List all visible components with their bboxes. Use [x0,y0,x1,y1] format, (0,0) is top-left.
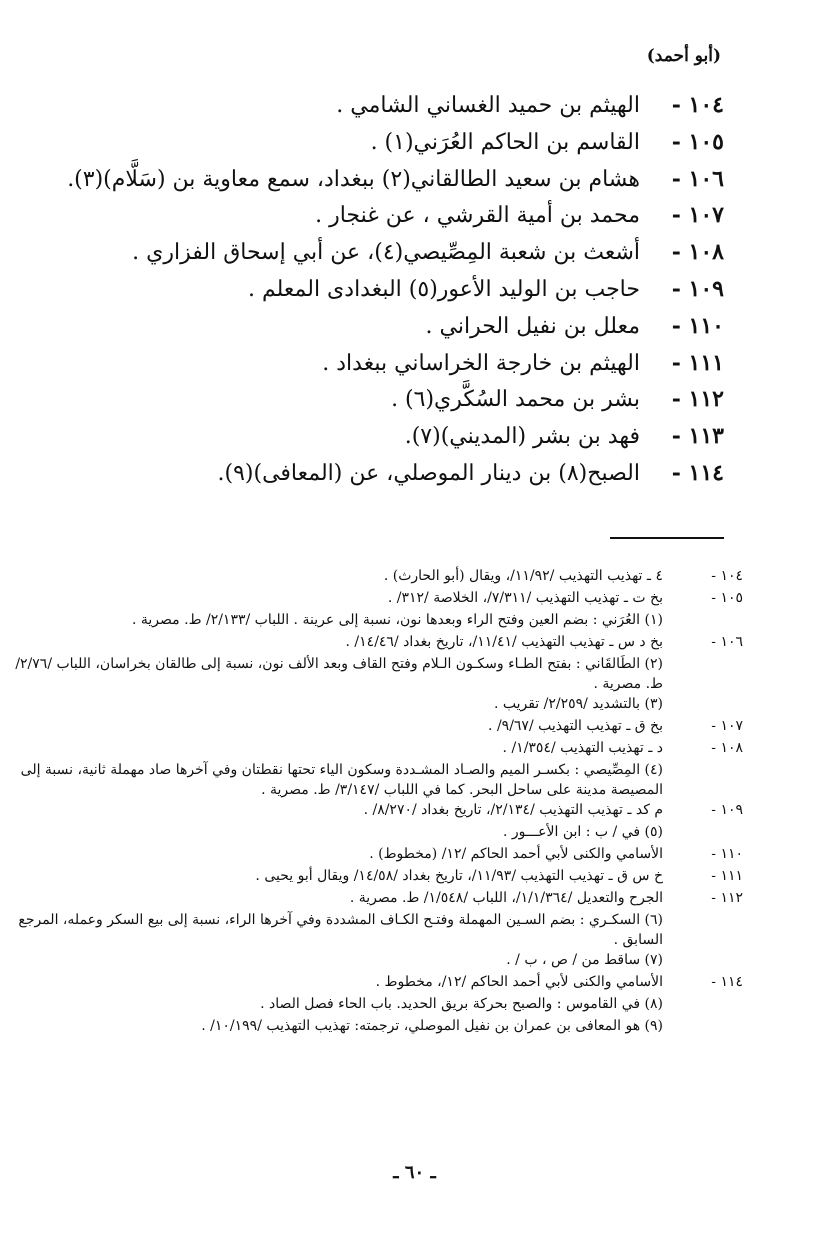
entry-row [84,313,724,350]
entry-number: ١٠٨ - [671,239,724,266]
footnote-row [0,610,743,632]
page-header: (أبو أحمد) [646,46,721,66]
entry-row [84,460,724,497]
footnote-separator [610,537,724,539]
footnote-entry-number: ١٠٨ - [711,740,743,756]
footnote-row [0,910,743,950]
footnote-text: بخ ت ـ تهذيب التهذيب /٧/٣١١/، الخلاصة /٣١٢/ . [387,590,663,606]
entry-row [84,92,724,129]
entry-number: ١٠٩ - [671,275,724,302]
entry-number: ١٠٤ - [671,92,724,118]
entry-number: ١١٤ - [671,459,724,486]
footnote-text: (٨) في القاموس : والصبح بحركة بريق الحديد. باب الحاء فصل الصاد . [260,996,663,1012]
footnote-row [0,888,743,910]
footnote-text: (٩) هو المعافى بن عمران بن نفيل الموصلي، ترجمته: تهذيب التهذيب /١٠/١٩٩/ . [201,1018,663,1034]
entry-row [84,386,724,423]
footnote-text: (٢) الطَالقَاني : بفتح الطـاء وسكـون الـلام وفتح القاف وبعد الألف نون، نسبة إلى طالقان بخراسان، اللباب /٢/٧٦/ ط. مصرية . [15,656,663,692]
footnote-entry-number: ١٠٤ - [711,568,743,584]
page-number: ـ ٦٠ ـ [393,1162,436,1183]
footnote-entry-number: ١١٤ - [711,974,743,990]
footnote-entry-number: ١٠٦ - [711,634,743,650]
footnote-row [0,950,743,972]
footnote-text: م كد ـ تهذيب التهذيب /٢/١٣٤/، تاريخ بغداد /٨/٢٧٠/ . [363,802,663,818]
footnote-text: ٤ ـ تهذيب التهذيب /١١/٩٢/، ويقال (أبو الحارث) . [383,568,663,584]
entry-row [84,129,724,166]
footnote-row [0,822,743,844]
footnote-text: د ـ تهذيب التهذيب /١/٣٥٤/ . [502,740,663,756]
entry-text: الهيثم بن خارجة الخراساني ببغداد . [322,350,640,376]
entry-text: هشام بن سعيد الطالقاني(٢) ببغداد، سمع معاوية بن (سَلَّام)(٣). [67,166,640,192]
entry-row [84,350,724,387]
footnote-text: الأسامي والكنى لأبي أحمد الحاكم /١٢/ (مخطوط) . [369,846,663,862]
footnote-text: خ س ق ـ تهذيب التهذيب /١١/٩٣/، تاريخ بغداد /١٤/٥٨/ ويقال أبو يحيى . [255,868,663,884]
entry-text: الهيثم بن حميد الغساني الشامي . [336,93,640,118]
footnote-entry-number: ١١٠ - [711,846,743,862]
footnote-text: (٥) في / ب : ابن الأعـــور . [502,824,663,840]
entry-number: ١١٣ - [671,423,724,450]
entry-row [84,239,724,276]
footnote-row [0,632,743,654]
entry-text: محمد بن أمية القرشي ، عن غنجار . [315,203,640,229]
entry-number: ١١٢ - [671,386,724,413]
entry-number: ١١١ - [671,349,724,376]
footnote-row [0,800,743,822]
entry-row [84,276,724,313]
footnote-text: (٣) بالتشديد /٢/٢٥٩/ تقريب . [493,696,663,712]
entry-text: حاجب بن الوليد الأعور(٥) البغدادى المعلم . [248,276,640,302]
footnote-text: الأسامي والكنى لأبي أحمد الحاكم /١٢/، مخطوط . [375,974,663,990]
footnote-entry-number: ١٠٥ - [711,590,743,606]
footnote-text: (٦) السكـري : بضم السـين المهملة وفتـح الكـاف المشددة وفي آخرها الراء، نسبة إلى بيع السكر وعمله، المرجع السابق . [18,912,663,948]
footnote-entry-number: ١١١ - [711,868,743,884]
footnote-text: بخ ق ـ تهذيب التهذيب /٩/٦٧/ . [488,718,663,734]
entry-number: ١١٠ - [671,312,724,339]
footnote-entry-number: ١١٢ - [711,890,743,906]
entry-text: الصبح(٨) بن دينار الموصلي، عن (المعافى)(٩). [217,460,640,486]
entry-row [84,423,724,460]
footnote-row [0,760,743,800]
footnote-text: بخ د س ـ تهذيب التهذيب /١١/٤١/، تاريخ بغداد /١٤/٤٦/ . [345,634,663,650]
footnote-row [0,866,743,888]
footnote-text: (١) العُرَني : بضم العين وفتح الراء وبعدها نون، نسبة إلى عرينة . اللباب /٢/١٣٣/ ط. مصرية . [132,612,663,628]
entry-number: ١٠٥ - [671,128,724,155]
footnote-row [0,566,743,588]
footnotes-list [0,566,743,1038]
footnote-row [0,994,743,1016]
footnote-text: (٧) ساقط من / ص ، ب / . [506,952,663,968]
footnote-row [0,1016,743,1038]
footnote-row [0,844,743,866]
footnote-row [0,716,743,738]
footnote-text: (٤) المِصِّيصي : بكسـر الميم والصـاد المشـددة وسكون الياء تحتها نقطتان وفي آخرها صاد مهملة ثانية، نسبة إلى المصيصة مدينة على ساحل البحر. كما في اللباب /٣/١٤٧/ ط. مصرية . [20,762,663,798]
footnote-row [0,694,743,716]
entry-row [67,165,724,203]
entry-number: ١٠٧ - [671,202,724,229]
entry-text: بشر بن محمد السُكَّري(٦) . [391,387,640,413]
entry-text: أشعث بن شعبة المِصِّيصي(٤)، عن أبي إسحاق الفزاري . [132,240,640,266]
footnote-row [0,588,743,610]
entry-text: فهد بن بشر (المديني)(٧). [404,424,640,450]
entry-list [67,92,724,497]
footnote-row [0,972,743,994]
entry-number: ١٠٦ - [671,165,724,192]
entry-row [84,202,724,239]
footnote-entry-number: ١٠٧ - [711,718,743,734]
footnote-row [0,738,743,760]
entry-text: القاسم بن الحاكم العُرَني(١) . [370,129,640,155]
footnote-entry-number: ١٠٩ - [711,802,743,818]
footnote-text: الجرح والتعديل /١/١/٣٦٤/، اللباب /١/٥٤٨/ ط. مصرية . [349,890,663,906]
footnote-row [0,654,743,694]
entry-text: معلل بن نفيل الحراني . [425,313,640,339]
